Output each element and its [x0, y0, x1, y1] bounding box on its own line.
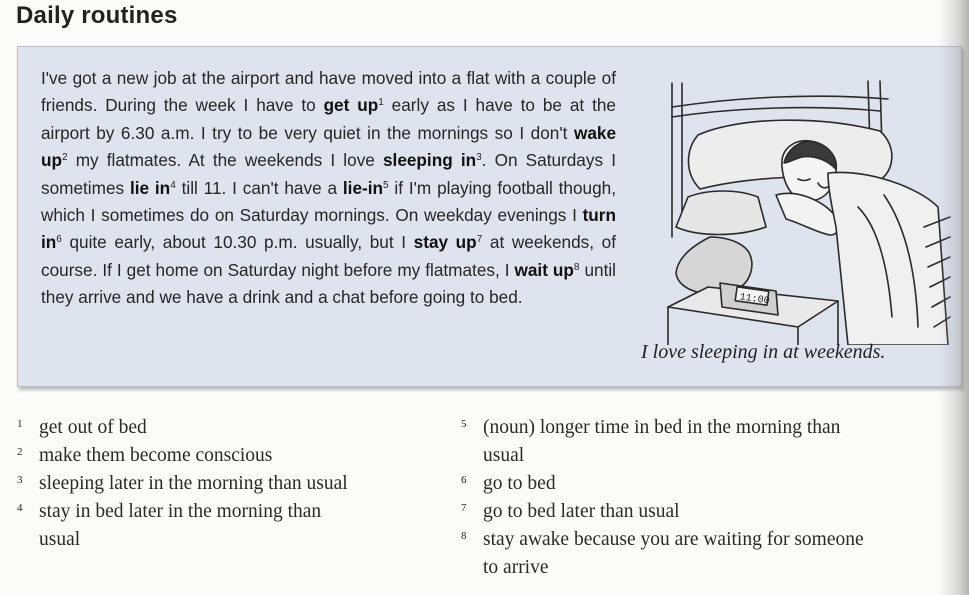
passage-segment: . On Saturdays I sometimes — [41, 150, 616, 198]
footnote-marker: 3 — [476, 152, 482, 164]
footnote-item — [461, 414, 941, 470]
footnote-number: 4 — [17, 502, 23, 514]
footnote-line: stay in bed later in the morning than — [39, 501, 322, 522]
footnote-item — [17, 414, 437, 442]
footnote-line: go to bed — [483, 473, 556, 494]
footnote-marker: 4 — [170, 179, 176, 191]
footnote-number: 2 — [17, 446, 23, 458]
footnote-item — [17, 442, 437, 470]
footnote-line: to arrive — [483, 557, 549, 578]
footnote-number: 3 — [17, 474, 23, 486]
footnote-marker: 1 — [378, 97, 384, 109]
footnote-marker: 8 — [573, 261, 580, 273]
page-title: Daily routines — [16, 2, 178, 29]
footnote-number: 1 — [17, 418, 23, 430]
passage-segment: till 11. I can't have a — [175, 177, 343, 198]
passage-segment: quite early, about 10.30 p.m. usually, but I — [61, 232, 414, 253]
footnotes-right — [461, 414, 941, 582]
footnote-marker: 2 — [62, 152, 68, 164]
footnote-number: 8 — [461, 530, 467, 542]
vocab-term: get up — [323, 95, 379, 116]
vocab-term: stay up — [413, 232, 477, 253]
footnote-number: 7 — [461, 502, 467, 514]
passage-text — [41, 65, 616, 312]
footnote-item — [17, 470, 437, 498]
vocab-term: lie in — [129, 177, 171, 198]
footnote-line: (noun) longer time in bed in the morning than — [483, 417, 841, 438]
footnote-item — [461, 526, 941, 582]
sleeping-man-illustration — [648, 77, 953, 345]
footnote-item — [461, 498, 941, 526]
passage-segment: until they arrive and we have a drink and a chat before going to bed. — [41, 259, 616, 308]
vocab-term: lie-in — [342, 177, 383, 198]
footnote-marker: 5 — [383, 179, 389, 191]
vocab-term: sleeping in — [382, 150, 477, 171]
footnotes-left — [17, 414, 437, 554]
clock-display: 11:00 — [738, 292, 771, 308]
footnote-line: get out of bed — [39, 417, 147, 438]
passage-segment: my flatmates. At the weekends I love — [67, 150, 383, 171]
footnote-number: 5 — [461, 418, 467, 430]
footnote-line: make them become conscious — [39, 445, 273, 466]
footnote-marker: 6 — [56, 234, 62, 246]
passage-segment: early as I have to be at the airport by 6.30 a.m. I try to be very quiet in the mornings so I don't — [41, 95, 616, 143]
vocab-term: wait up — [514, 259, 574, 280]
footnote-line: go to bed later than usual — [483, 501, 680, 522]
footnote-line: usual — [39, 529, 81, 550]
footnote-item — [461, 470, 941, 498]
vocab-term: turn in — [41, 205, 616, 253]
footnote-line: stay awake because you are waiting for someone — [483, 529, 864, 550]
footnote-number: 6 — [461, 474, 467, 486]
vocab-term: wake up — [41, 122, 616, 171]
footnote-line: sleeping later in the morning than usual — [39, 473, 348, 494]
illustration-caption: I love sleeping in at weekends. — [641, 341, 886, 363]
passage-segment: if I'm playing football though, which I sometimes do on Saturday mornings. On weekday evenings I — [41, 177, 616, 226]
passage-segment: I've got a new job at the airport and have moved into a flat with a couple of friends. During the week I have to — [41, 68, 616, 116]
reading-panel — [17, 46, 962, 387]
passage-segment: at weekends, of course. If I get home on Saturday night before my flatmates, I — [41, 232, 616, 280]
footnote-marker: 7 — [476, 234, 483, 246]
footnote-item — [17, 498, 437, 554]
footnote-line: usual — [483, 445, 525, 466]
